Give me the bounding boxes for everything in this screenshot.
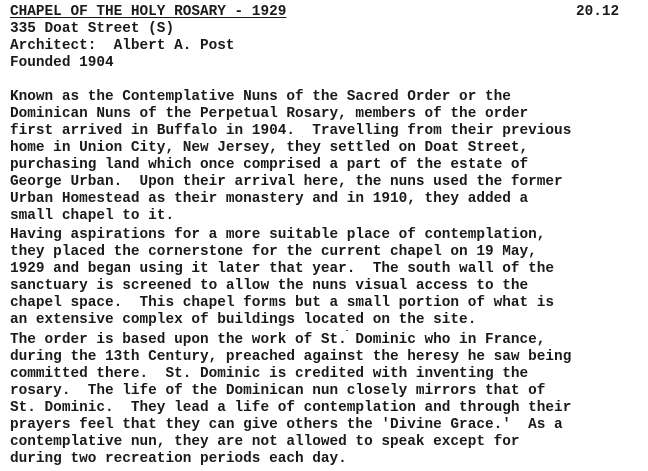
paragraph-line: Dominican Nuns of the Perpetual Rosary, members of the order [10, 106, 529, 122]
paragraph-line: Having aspirations for a more suitable place of contemplation, [10, 227, 546, 243]
paragraph-line: committed there. St. Dominic is credited with inventing the [10, 366, 529, 382]
paragraph-line: St. Dominic. They lead a life of contemplation and through their [10, 400, 572, 416]
address-line: 335 Doat Street (S) [10, 21, 175, 37]
paragraph-line: purchasing land which once comprised a part of the estate of [10, 157, 529, 173]
paragraph-line: George Urban. Upon their arrival here, the nuns used the former [10, 174, 563, 190]
paragraph-line: 1929 and began using it later that year. The south wall of the [10, 261, 555, 277]
paragraph-line: prayers feel that they can give others the 'Divine Grace.' As a [10, 417, 563, 433]
founded-line: Founded 1904 [10, 55, 114, 71]
paragraph-line: Urban Homestead as their monastery and in 1910, they added a [10, 191, 529, 207]
paragraph-line: first arrived in Buffalo in 1904. Travelling from their previous [10, 123, 572, 139]
paragraph-line: an extensive complex of buildings located on the site. [10, 312, 477, 328]
paragraph-line: chapel space. This chapel forms but a small portion of what is [10, 295, 555, 311]
paragraph-line: Known as the Contemplative Nuns of the Sacred Order or the [10, 89, 511, 105]
paragraph-line: sanctuary is screened to allow the nuns visual access to the [10, 278, 529, 294]
paragraph-line: contemplative nun, they are not allowed to speak except for [10, 434, 520, 450]
scan-speck [346, 330, 348, 331]
paragraph-line: during the 13th Century, preached against the heresy he saw being [10, 349, 572, 365]
paragraph-line: small chapel to it. [10, 208, 175, 224]
paragraph-line: during two recreation periods each day. [10, 451, 347, 467]
architect-line: Architect: Albert A. Post [10, 38, 235, 54]
paragraph-line: rosary. The life of the Dominican nun closely mirrors that of [10, 383, 546, 399]
paragraph-line: The order is based upon the work of St. Dominic who in France, [10, 332, 546, 348]
paragraph-line: they placed the cornerstone for the current chapel on 19 May, [10, 244, 537, 260]
paragraph-line: home in Union City, New Jersey, they settled on Doat Street, [10, 140, 529, 156]
document-title: CHAPEL OF THE HOLY ROSARY - 1929 [10, 4, 287, 20]
page-number: 20.12 [576, 4, 620, 20]
